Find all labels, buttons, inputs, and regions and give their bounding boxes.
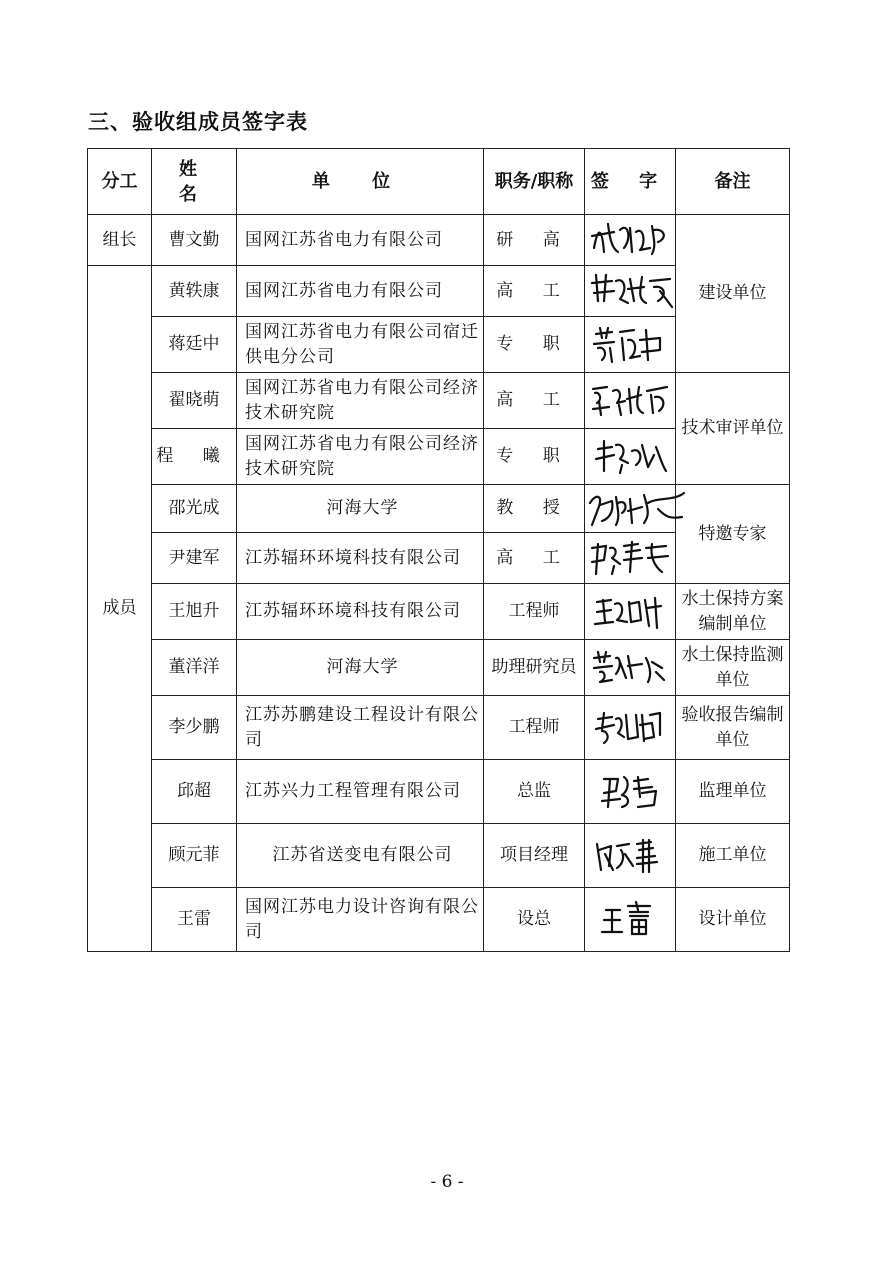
- handwritten-signature: [593, 592, 667, 632]
- remarks-review: 技术审评单位: [676, 373, 790, 485]
- member-position: 专 职: [484, 429, 585, 485]
- member-name: 李少鹏: [152, 696, 237, 760]
- remarks-design: 设计单位: [676, 888, 790, 952]
- member-name: 翟晓萌: [152, 373, 237, 429]
- handwritten-signature: [590, 324, 670, 366]
- signature-cell: [585, 533, 676, 584]
- member-unit: 国网江苏省电力有限公司经济技术研究院: [237, 373, 484, 429]
- table-row: [88, 760, 790, 824]
- table-row: [88, 696, 790, 760]
- member-name: 王雷: [152, 888, 237, 952]
- signature-cell: [585, 266, 676, 317]
- member-unit: 国网江苏电力设计咨询有限公司: [237, 888, 484, 952]
- remarks-plan: 水土保持方案编制单位: [676, 584, 790, 640]
- remarks-experts: 特邀专家: [676, 485, 790, 584]
- header-position: 职务/职称: [484, 149, 585, 215]
- member-name: 尹建军: [152, 533, 237, 584]
- page-number: - 6 -: [430, 1172, 464, 1192]
- signature-cell: [585, 640, 676, 696]
- signature-cell: [585, 215, 676, 266]
- header-remarks: 备注: [676, 149, 790, 215]
- remarks-report: 验收报告编制单位: [676, 696, 790, 760]
- handwritten-signature: [588, 538, 672, 578]
- table-row: [88, 485, 790, 533]
- table-row: [88, 888, 790, 952]
- handwritten-signature: [593, 836, 667, 876]
- member-position: 总监: [484, 760, 585, 824]
- table-row: [88, 584, 790, 640]
- member-name: 邱超: [152, 760, 237, 824]
- member-unit: 国网江苏省电力有限公司: [237, 266, 484, 317]
- member-name: 王旭升: [152, 584, 237, 640]
- member-name: 程 曦: [152, 429, 237, 485]
- member-name: 邵光成: [152, 485, 237, 533]
- handwritten-signature: [592, 437, 668, 477]
- remarks-builder: 施工单位: [676, 824, 790, 888]
- member-position: 设总: [484, 888, 585, 952]
- handwritten-signature: [598, 771, 662, 813]
- page-title: 三、验收组成员签字表: [88, 110, 308, 134]
- member-position: 项目经理: [484, 824, 585, 888]
- member-name: 曹文勤: [152, 215, 237, 266]
- signature-cell: [585, 373, 676, 429]
- remarks-supervision: 监理单位: [676, 760, 790, 824]
- role-member: 成员: [88, 266, 152, 952]
- member-position: 工程师: [484, 696, 585, 760]
- handwritten-signature: [600, 900, 660, 940]
- member-unit: 江苏省送变电有限公司: [237, 824, 484, 888]
- member-unit: 江苏苏鹏建设工程设计有限公司: [237, 696, 484, 760]
- signature-cell: [585, 888, 676, 952]
- member-unit: 国网江苏省电力有限公司宿迁供电分公司: [237, 317, 484, 373]
- member-unit: 国网江苏省电力有限公司经济技术研究院: [237, 429, 484, 485]
- member-position: 教 授: [484, 485, 585, 533]
- table-row: [88, 824, 790, 888]
- table-row: [88, 640, 790, 696]
- header-role: 分工: [88, 149, 152, 215]
- member-position: 高 工: [484, 533, 585, 584]
- header-row: [88, 149, 790, 215]
- member-name: 顾元菲: [152, 824, 237, 888]
- member-unit: 河海大学: [237, 485, 484, 533]
- member-name: 黄轶康: [152, 266, 237, 317]
- member-name: 蒋廷中: [152, 317, 237, 373]
- member-position: 助理研究员: [484, 640, 585, 696]
- signature-cell: [585, 429, 676, 485]
- remarks-monitor: 水土保持监测单位: [676, 640, 790, 696]
- member-unit: 河海大学: [237, 640, 484, 696]
- handwritten-signature: [588, 489, 688, 529]
- role-leader: 组长: [88, 215, 152, 266]
- signature-table: [87, 148, 790, 952]
- signature-cell: [585, 824, 676, 888]
- remarks-construction: 建设单位: [676, 215, 790, 373]
- member-position: 研 高: [484, 215, 585, 266]
- header-name: 姓 名: [152, 149, 237, 215]
- member-position: 高 工: [484, 266, 585, 317]
- signature-cell: [585, 317, 676, 373]
- member-unit: 国网江苏省电力有限公司: [237, 215, 484, 266]
- handwritten-signature: [589, 381, 671, 421]
- member-unit: 江苏辐环环境科技有限公司: [237, 584, 484, 640]
- handwritten-signature: [594, 707, 666, 749]
- signature-cell: [585, 760, 676, 824]
- table-row: [88, 373, 790, 429]
- table-row: [88, 215, 790, 266]
- handwritten-signature: [588, 271, 674, 311]
- signature-cell: [585, 485, 676, 533]
- member-position: 工程师: [484, 584, 585, 640]
- signature-cell: [585, 696, 676, 760]
- handwritten-signature: [588, 218, 674, 262]
- handwritten-signature: [590, 648, 670, 688]
- member-name: 董洋洋: [152, 640, 237, 696]
- header-signature: 签 字: [585, 149, 676, 215]
- member-position: 高 工: [484, 373, 585, 429]
- member-unit: 江苏辐环环境科技有限公司: [237, 533, 484, 584]
- header-unit: 单 位: [237, 149, 484, 215]
- member-unit: 江苏兴力工程管理有限公司: [237, 760, 484, 824]
- signature-cell: [585, 584, 676, 640]
- member-position: 专 职: [484, 317, 585, 373]
